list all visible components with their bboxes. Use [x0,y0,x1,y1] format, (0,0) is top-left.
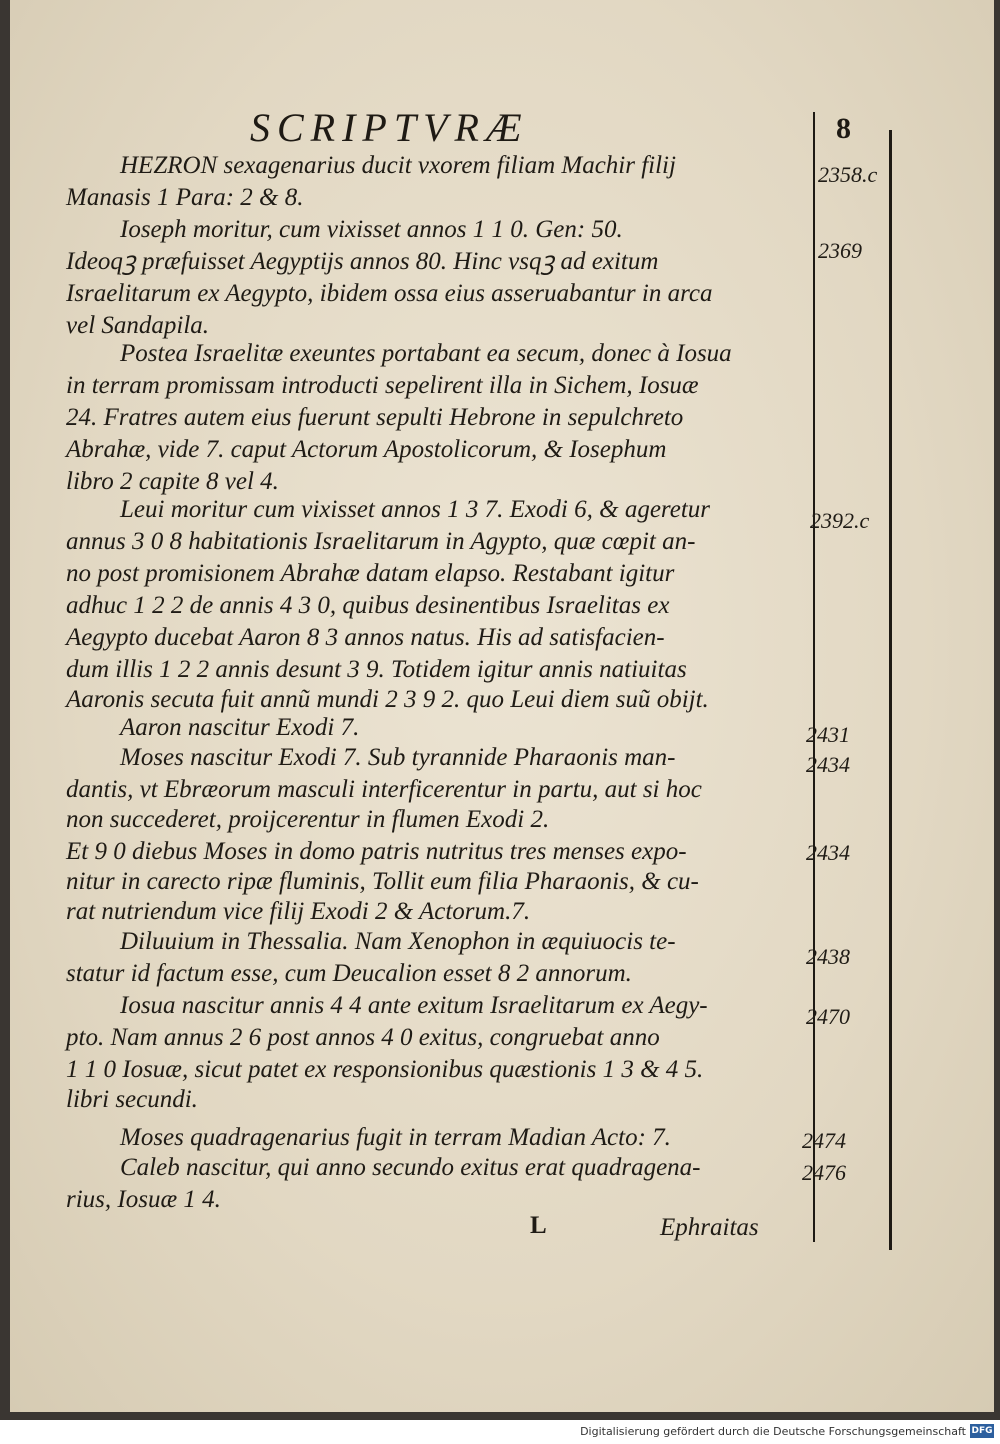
text-line: Aegypto ducebat Aaron 8 3 annos natus. His ad satisfacien- [66,624,665,651]
folio-number: 8 [836,112,851,145]
text-line: Ioseph moritur, cum vixisset annos 1 1 0. Gen: 50. [120,216,623,243]
text-line: 24. Fratres autem eius fuerunt sepulti Hebrone in sepulchreto [66,404,684,431]
text-line: vel Sandapila. [66,312,210,339]
text-line: Caleb nascitur, qui anno secundo exitus erat quadragena- [120,1154,701,1181]
text-line: Ideoqꝫ præfuisset Aegyptijs annos 80. Hinc vsqꝫ ad exitum [66,248,659,275]
text-line: rius, Iosuæ 1 4. [66,1186,221,1213]
text-line: rat nutriendum vice filij Exodi 2 & Actorum.7. [66,898,531,925]
text-line: Iosua nascitur annis 4 4 ante exitum Israelitarum ex Aegy- [120,992,708,1019]
text-line: nitur in carecto ripæ fluminis, Tollit eum filia Pharaonis, & cu- [66,868,699,895]
text-line: in terram promissam introducti sepelirent illa in Sichem, Iosuæ [66,372,699,399]
text-line: non succederet, proijcerentur in flumen Exodi 2. [66,806,550,833]
catchword: Ephraitas [660,1214,759,1241]
margin-rule-right [889,130,892,1250]
funding-notice: Digitalisierung gefördert durch die Deutsche Forschungsgemeinschaft [580,1425,966,1438]
text-line: libro 2 capite 8 vel 4. [66,468,279,495]
text-line: pto. Nam annus 2 6 post annos 4 0 exitus, congruebat anno [66,1024,660,1051]
text-line: 1 1 0 Iosuæ, sicut patet ex responsionibus quæstionis 1 3 & 4 5. [66,1056,704,1083]
text-line: dum illis 1 2 2 annis desunt 3 9. Totidem igitur annis natiuitas [66,656,687,683]
text-line: Abrahæ, vide 7. caput Actorum Apostolicorum, & Iosephum [66,436,667,463]
margin-year: 2470 [806,1004,850,1029]
text-line: Israelitarum ex Aegypto, ibidem ossa eius asseruabantur in arca [66,280,713,307]
margin-year: 2434 [806,840,850,865]
text-line: Postea Israelitæ exeuntes portabant ea secum, donec à Iosua [120,340,732,367]
margin-year: 2434 [806,752,850,777]
margin-year: 2392.c [810,508,870,533]
text-line: statur id factum esse, cum Deucalion esset 8 2 annorum. [66,960,632,987]
margin-year: 2438 [806,944,850,969]
margin-year: 2474 [802,1128,846,1153]
margin-year: 2431 [806,722,850,747]
text-line: Manasis 1 Para: 2 & 8. [66,184,304,211]
text-line: Et 9 0 diebus Moses in domo patris nutritus tres menses expo- [66,838,687,865]
book-page [10,0,994,1412]
text-line: Moses nascitur Exodi 7. Sub tyrannide Pharaonis man- [120,744,676,771]
text-line: Diluuium in Thessalia. Nam Xenophon in æquiuocis te- [120,928,676,955]
running-header: SCRIPTVRÆ [250,105,529,150]
footer-bar [0,1420,1000,1444]
margin-rule-left [813,112,815,1242]
text-line: Leui moritur cum vixisset annos 1 3 7. Exodi 6, & ageretur [120,496,710,523]
margin-year: 2476 [802,1160,846,1185]
text-line: libri secundi. [66,1086,198,1113]
text-line: Aaronis secuta fuit annũ mundi 2 3 9 2. quo Leui diem suũ obijt. [66,686,709,713]
text-line: adhuc 1 2 2 de annis 4 3 0, quibus desinentibus Israelitas ex [66,592,670,619]
text-line: Moses quadragenarius fugit in terram Madian Acto: 7. [120,1124,671,1151]
margin-year: 2369 [818,238,862,263]
margin-year: 2358.c [818,162,878,187]
text-line: annus 3 0 8 habitationis Israelitarum in Agypto, quæ cœpit an- [66,528,696,555]
signature-mark: L [530,1212,547,1239]
text-line: Aaron nascitur Exodi 7. [120,714,360,741]
text-line: dantis, vt Ebræorum masculi interficerentur in partu, aut si hoc [66,776,702,803]
dfg-logo: DFG [971,1426,993,1436]
text-line: HEZRON sexagenarius ducit vxorem filiam Machir filij [120,152,676,179]
text-line: no post promisionem Abrahæ datam elapso. Restabant igitur [66,560,675,587]
